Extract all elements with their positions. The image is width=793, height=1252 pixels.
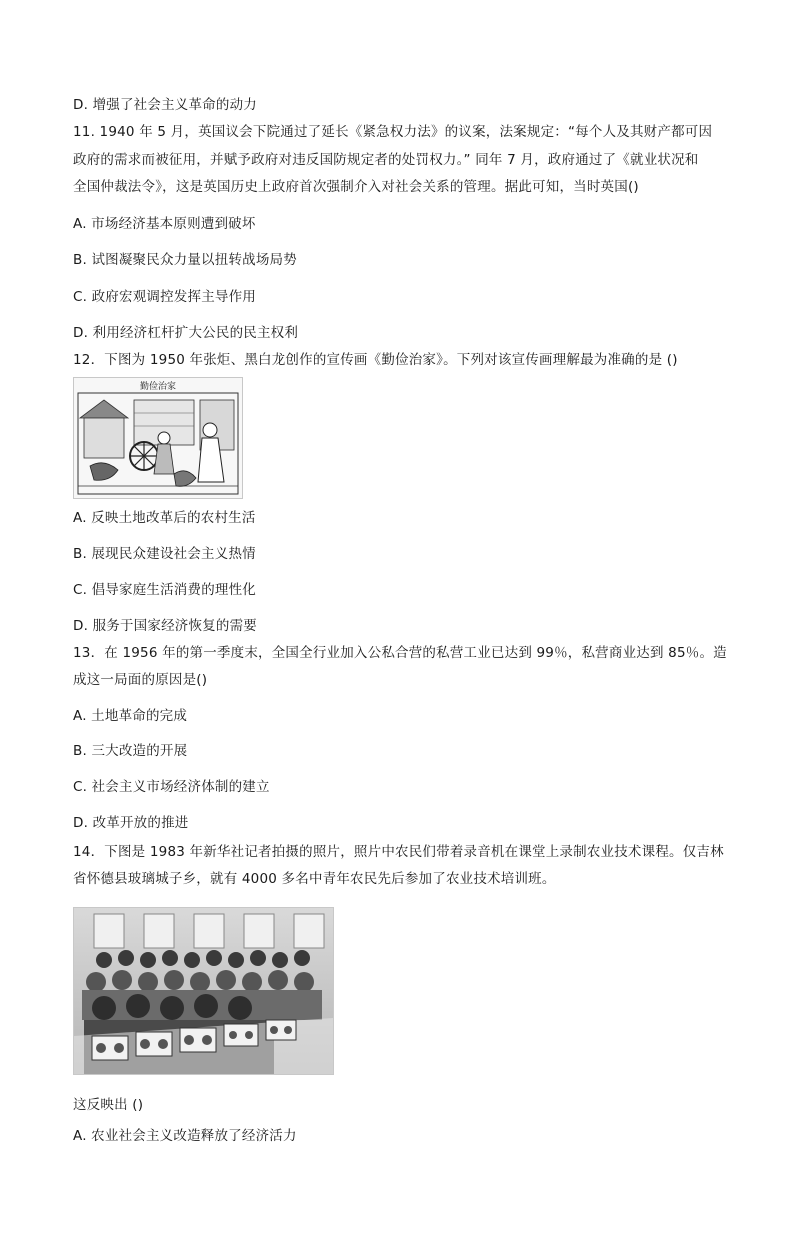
poster-image bbox=[73, 377, 243, 499]
classroom-photo-drawing bbox=[74, 908, 333, 1074]
q12-option-b[interactable]: B. 展现民众建设社会主义热情 bbox=[73, 546, 256, 562]
question-13-line-2: 成这一局面的原因是() bbox=[73, 672, 208, 688]
q12-option-d[interactable]: D. 服务于国家经济恢复的需要 bbox=[73, 618, 257, 634]
poster-title: 勤俭治家 bbox=[139, 382, 177, 392]
classroom-photo bbox=[73, 907, 334, 1075]
question-14-stem: 这反映出 () bbox=[73, 1097, 144, 1113]
q13-option-d[interactable]: D. 改革开放的推进 bbox=[73, 815, 189, 831]
question-14-line-1: 14．下图是 1983 年新华社记者拍摄的照片，照片中农民们带着录音机在课堂上录制农业技术课程。仅吉林 bbox=[73, 844, 724, 860]
q13-option-c[interactable]: C. 社会主义市场经济体制的建立 bbox=[73, 779, 270, 795]
question-11-line-3: 全国仲裁法令》，这是英国历史上政府首次强制介入对社会关系的管理。据此可知，当时英国() bbox=[73, 179, 639, 195]
q11-option-c[interactable]: C. 政府宏观调控发挥主导作用 bbox=[73, 289, 257, 305]
q13-option-a[interactable]: A. 土地革命的完成 bbox=[73, 708, 188, 724]
q11-option-a[interactable]: A. 市场经济基本原则遭到破坏 bbox=[73, 216, 256, 232]
question-13-line-1: 13．在 1956 年的第一季度末，全国全行业加入公私合营的私营工业已达到 99％，私营商业达到 85％。造 bbox=[73, 645, 727, 661]
poster-drawing bbox=[74, 378, 242, 498]
q14-option-a[interactable]: A. 农业社会主义改造释放了经济活力 bbox=[73, 1128, 297, 1144]
q11-option-b[interactable]: B. 试图凝聚民众力量以扭转战场局势 bbox=[73, 252, 297, 268]
question-11-line-2: 政府的需求而被征用，并赋予政府对违反国防规定者的处罚权力。” 同年 7 月，政府通过了《就业状况和 bbox=[73, 152, 699, 168]
question-11-line-1: 11. 1940 年 5 月，英国议会下院通过了延长《紧急权力法》的议案，法案规定：“每个人及其财产都可因 bbox=[73, 124, 713, 140]
q12-option-a[interactable]: A. 反映土地改革后的农村生活 bbox=[73, 510, 256, 526]
question-12-line-1: 12．下图为 1950 年张炬、黑白龙创作的宣传画《勤俭治家》。下列对该宣传画理解最为准确的是 () bbox=[73, 352, 678, 368]
q12-option-c[interactable]: C. 倡导家庭生活消费的理性化 bbox=[73, 582, 257, 598]
line-d-option-prev: D. 增强了社会主义革命的动力 bbox=[73, 97, 257, 113]
q11-option-d[interactable]: D. 利用经济杠杆扩大公民的民主权利 bbox=[73, 325, 299, 341]
q13-option-b[interactable]: B. 三大改造的开展 bbox=[73, 743, 188, 759]
question-14-line-2: 省怀德县玻璃城子乡，就有 4000 多名中青年农民先后参加了农业技术培训班。 bbox=[73, 871, 556, 887]
